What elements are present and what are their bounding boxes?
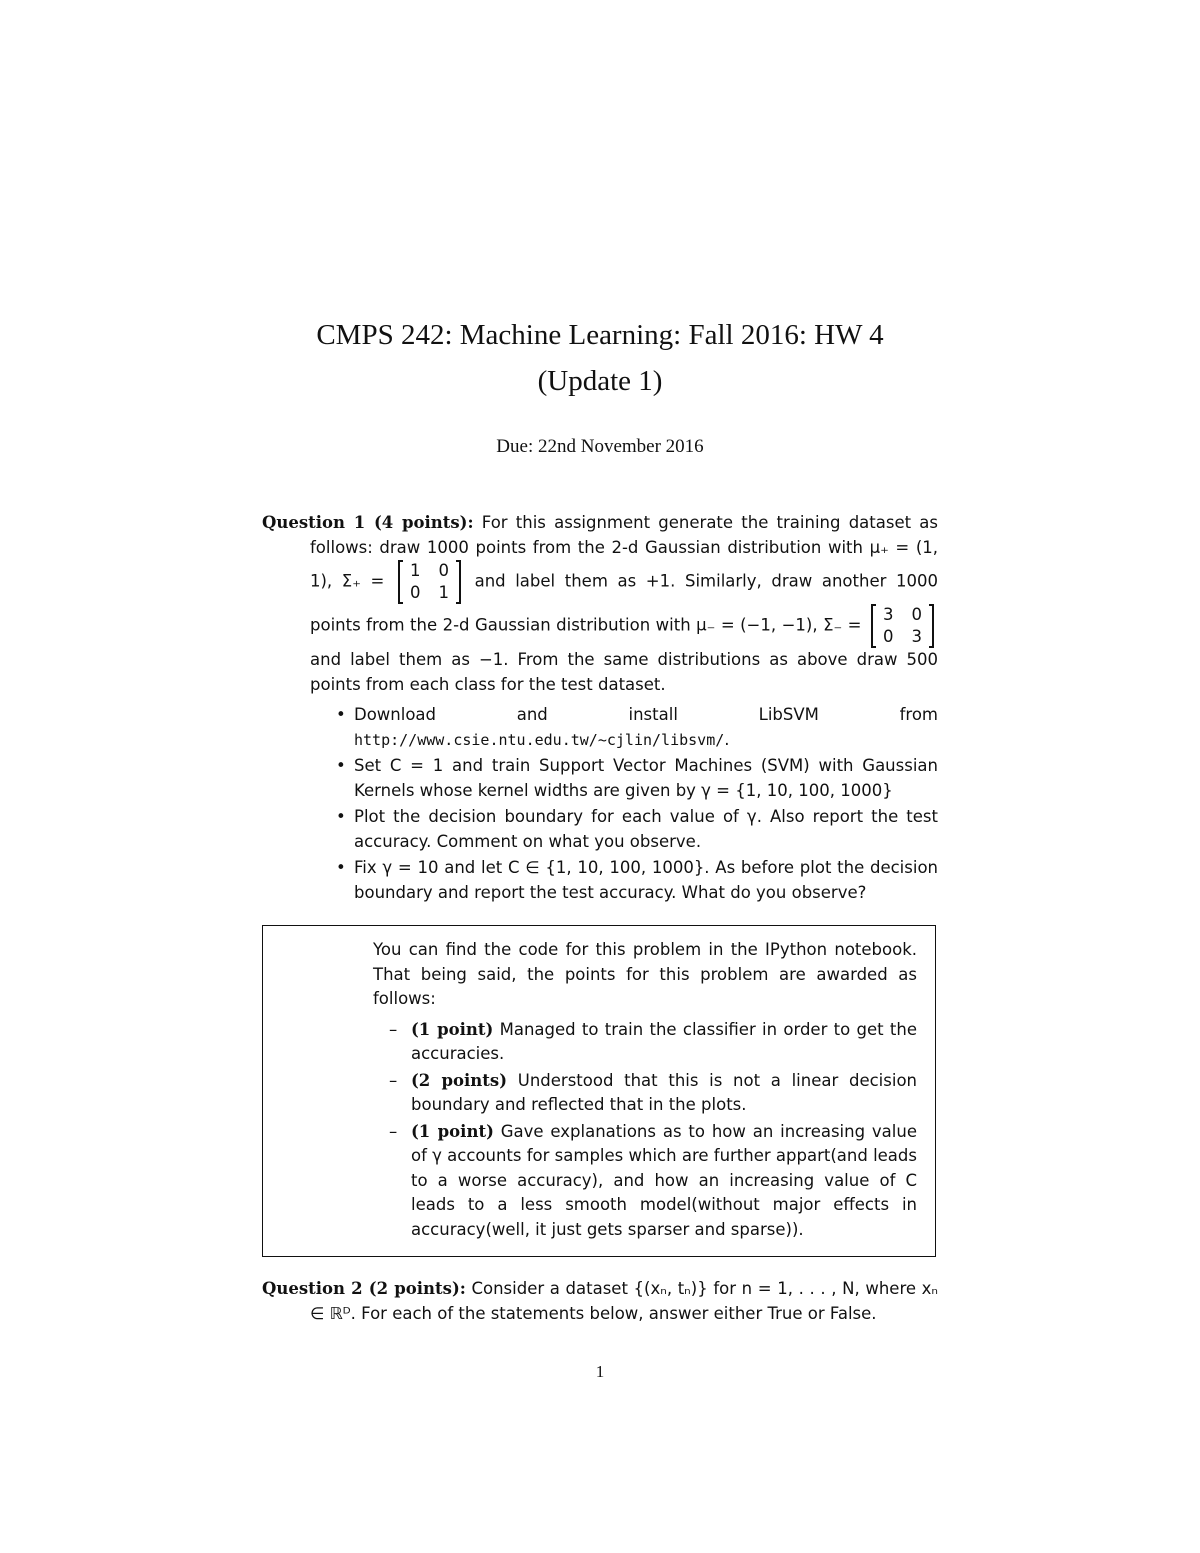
list-item <box>411 1120 917 1243</box>
question-1-heading: Question 1 (4 points): <box>262 513 474 532</box>
grading-box <box>262 925 936 1257</box>
matrix-cell: 0 <box>883 627 894 646</box>
libsvm-link[interactable]: http://www.csie.ntu.edu.tw/~cjlin/libsvm/ <box>354 730 725 749</box>
question-2-body <box>262 1277 938 1326</box>
bullet-1-text: Download and install LibSVM from <box>354 705 938 724</box>
title-line-2: (Update 1) <box>537 365 663 397</box>
sigma-plus-matrix <box>398 560 461 604</box>
matrix-cell: 3 <box>883 605 894 624</box>
question-1-task-list <box>262 703 938 905</box>
matrix-cell: 1 <box>438 583 449 602</box>
question-1-text-part-3: and label them as −1. From the same distributions as above draw 500 points from each class for the test dataset. <box>310 650 938 694</box>
list-item: • Plot the decision boundary for each value of γ. Also report the test accuracy. Comment on what you observe. <box>354 805 938 854</box>
question-2-text: Consider a dataset {(xₙ, tₙ)} for n = 1, . . . , N, where xₙ ∈ ℝᴰ. For each of the statements below, answer either True or False. <box>310 1279 938 1323</box>
question-1 <box>262 511 938 907</box>
grading-item-text: Gave explanations as to how an increasing value of γ accounts for samples which are further appart(and leads to a worse accuracy), and how an increasing value of C leads to a less smooth model(without major effects in accuracy(well, it just gets sparser and sparse)). <box>411 1121 917 1239</box>
points-label: (1 point) <box>411 1019 494 1039</box>
question-1-text-part-1: For this assignment generate the training dataset as follows: draw 1000 points from the 2-d Gaussian distribution with μ₊ = (1, 1), Σ₊ = <box>310 513 938 591</box>
title-line-1: CMPS 242: Machine Learning: Fall 2016: HW 4 <box>316 319 884 351</box>
list-item <box>411 1018 917 1067</box>
grading-box-content <box>373 938 917 1244</box>
grading-item-text: Managed to train the classifier in order to get the accuracies. <box>411 1019 917 1063</box>
points-label: (2 points) <box>411 1070 508 1090</box>
matrix-cell: 0 <box>438 561 449 580</box>
list-item: • Set C = 1 and train Support Vector Machines (SVM) with Gaussian Kernels whose kernel widths are given by γ = {1, 10, 100, 1000} <box>354 754 938 803</box>
question-2-heading: Question 2 (2 points): <box>262 1279 466 1298</box>
grading-list <box>373 1018 917 1243</box>
question-2 <box>262 1277 938 1326</box>
page-number: 1 <box>595 1362 605 1381</box>
sigma-minus-matrix <box>871 604 934 648</box>
matrix-cell: 3 <box>911 627 922 646</box>
matrix-cell: 1 <box>409 561 421 580</box>
points-label: (1 point) <box>411 1121 494 1141</box>
question-1-body <box>262 511 938 697</box>
bullet-1-end: . <box>724 729 730 749</box>
list-item <box>411 1069 917 1118</box>
grading-item-text: Understood that this is not a linear decision boundary and reflected that in the plots. <box>411 1070 917 1114</box>
matrix-cell: 0 <box>409 583 421 602</box>
page-title <box>200 312 1000 404</box>
grading-intro: You can find the code for this problem in the IPython notebook. That being said, the points for this problem are awarded as follows: <box>373 940 917 1008</box>
list-item <box>354 703 938 752</box>
question-1-text-part-2: and label them as +1. Similarly, draw another 1000 points from the 2-d Gaussian distribution with μ₋ = (−1, −1), Σ₋ = <box>310 571 938 635</box>
list-item: • Fix γ = 10 and let C ∈ {1, 10, 100, 1000}. As before plot the decision boundary and report the test accuracy. What do you observe? <box>354 856 938 905</box>
matrix-cell: 0 <box>911 605 922 624</box>
due-date: Due: 22nd November 2016 <box>496 436 704 457</box>
